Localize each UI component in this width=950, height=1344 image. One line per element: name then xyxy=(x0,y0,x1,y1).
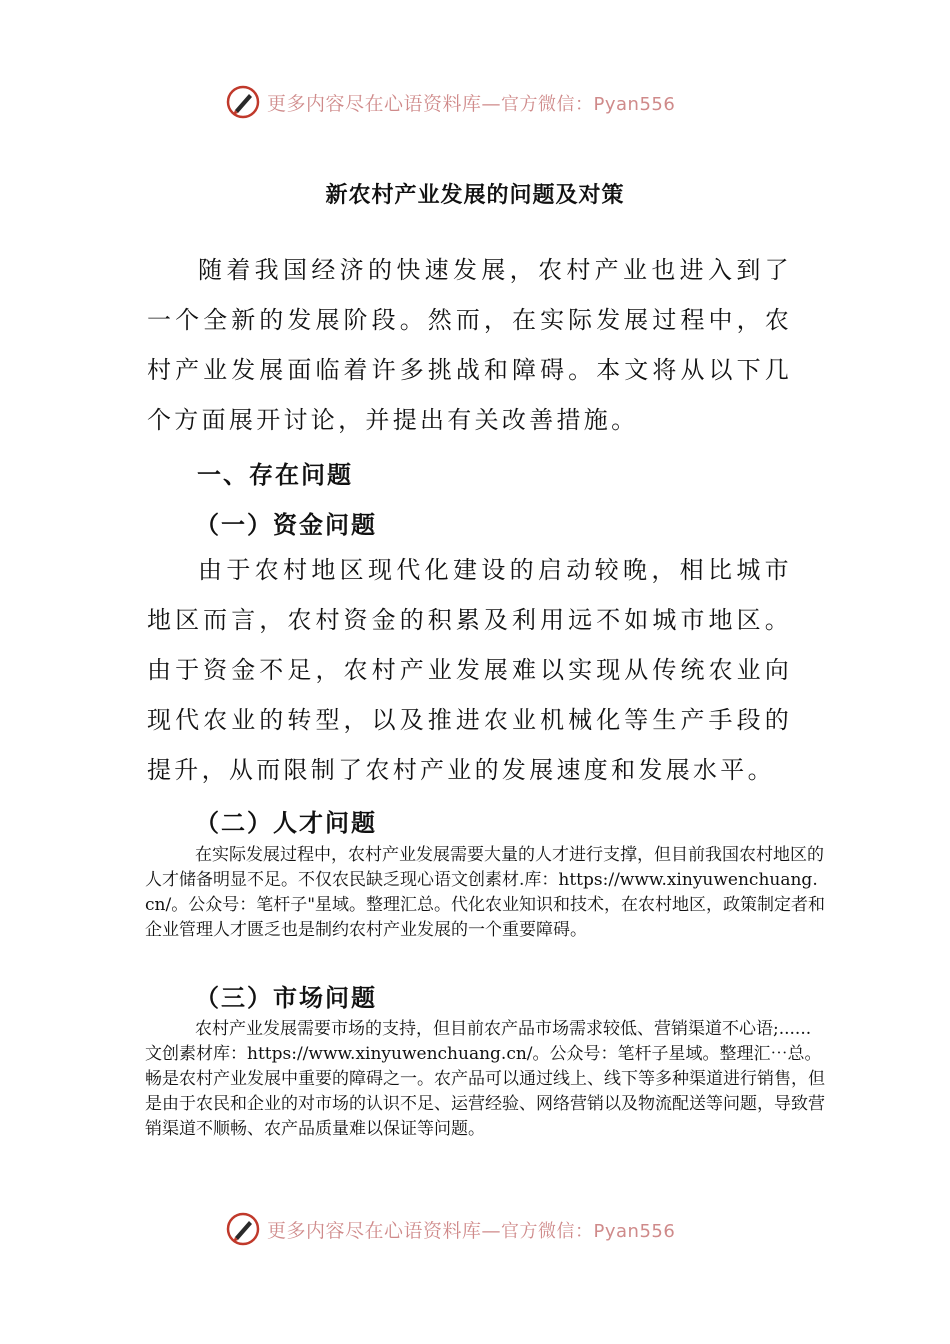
footer-banner-text: 更多内容尽在心语资料库 xyxy=(267,1219,482,1242)
market-paragraph: 农村产业发展需要市场的支持，但目前农产品市场需求较低、营销渠道不心语;......文创素材库：https://www.xinyuwenchuang.cn/。公众号：笔杆子星域。整理汇⋯总。畅是农村产业发展中重要的障碍之一。农产品可以通过线上、线下等多种渠道进行销售，但是由于农民和企业的对市场的认识不足、运营经验、网络营销以及物流配送等问题，导致营销渠道不顺畅、农产品质量难以保证等问题。 xyxy=(145,1019,825,1139)
funding-paragraph: 由于农村地区现代化建设的启动较晚，相比城市地区而言，农村资金的积累及利用远不如城市地区。由于资金不足，农村产业发展难以实现从传统农业向现代农业的转型，以及推进农业机械化等生产手段的提升，从而限制了农村产业的发展速度和发展水平。 xyxy=(147,556,792,784)
footer-banner xyxy=(225,1207,745,1251)
talent-paragraph: 在实际发展过程中，农村产业发展需要大量的人才进行支撑，但目前我国农村地区的人才储备明显不足。不仅农民缺乏现心语文创素材.库：https://www.xinyuwenchuang.cn/。公众号：笔杆子"星域。整理汇总。代化农业知识和技术，在农村地区，政策制定者和企业管理人才匮乏也是制约农村产业发展的一个重要障碍。 xyxy=(145,845,826,940)
banner-text: 更多内容尽在心语资料库 xyxy=(267,92,482,115)
header-banner xyxy=(225,80,745,124)
banner-wechat: 官方微信：Pyan556 xyxy=(501,93,676,115)
subheading-market: （三）市场问题 xyxy=(195,983,377,1012)
pen-logo-icon xyxy=(225,1211,261,1247)
banner-dash: — xyxy=(481,92,502,115)
section-heading-problems: 一、存在问题 xyxy=(197,460,353,489)
subheading-talent: （二）人才问题 xyxy=(195,808,377,837)
intro-paragraph: 随着我国经济的快速发展，农村产业也进入到了一个全新的发展阶段。然而，在实际发展过程中，农村产业发展面临着许多挑战和障碍。本文将从以下几个方面展开讨论，并提出有关改善措施。 xyxy=(147,256,792,434)
document-title: 新农村产业发展的问题及对策 xyxy=(325,182,625,208)
pen-logo-icon xyxy=(225,84,261,120)
footer-banner-wechat: 官方微信：Pyan556 xyxy=(501,1220,676,1242)
subheading-funding: （一）资金问题 xyxy=(195,510,377,539)
footer-banner-dash: — xyxy=(481,1219,502,1242)
